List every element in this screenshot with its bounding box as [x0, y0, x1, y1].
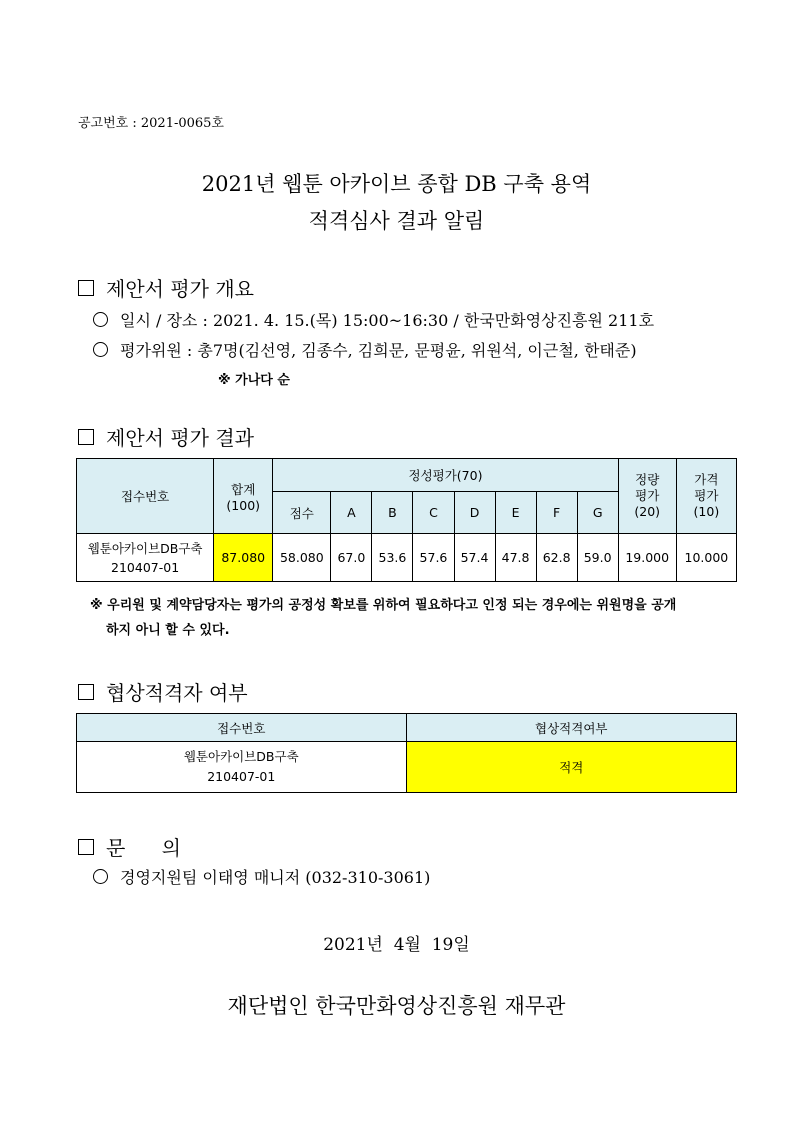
cell-b: 53.6 — [372, 534, 413, 582]
evaluators-item — [93, 338, 637, 361]
header-col-c: C — [413, 492, 454, 534]
cell-total: 87.080 — [214, 534, 273, 582]
square-bullet-icon — [78, 684, 94, 700]
header-col-d: D — [454, 492, 495, 534]
schedule-text: 일시 / 장소 : 2021. 4. 15.(목) 15:00~16:30 / 한국만화영상진흥원 211호 — [120, 311, 655, 330]
cell-score: 58.080 — [273, 534, 331, 582]
section-negotiation-heading — [78, 677, 248, 706]
header-price: 가격 평가 (10) — [676, 459, 736, 534]
section-result-title: 제안서 평가 결과 — [106, 426, 254, 450]
circle-bullet-icon — [93, 342, 108, 357]
section-overview-heading — [78, 273, 254, 302]
header-receipt-no: 접수번호 — [77, 459, 214, 534]
section-result-heading — [78, 422, 254, 451]
cell-quantitative: 19.000 — [618, 534, 676, 582]
cell-e: 47.8 — [495, 534, 536, 582]
section-inquiry-title: 문 의 — [106, 836, 181, 860]
header-score: 점수 — [273, 492, 331, 534]
header-col-a: A — [331, 492, 372, 534]
order-note: ※ 가나다 순 — [218, 373, 290, 388]
square-bullet-icon — [78, 429, 94, 445]
header-quantitative: 정량 평가 (20) — [618, 459, 676, 534]
evaluators-text: 평가위원 : 총7명(김선영, 김종수, 김희문, 문평윤, 위원석, 이근철, 한태준) — [120, 341, 637, 360]
header-col-f: F — [536, 492, 577, 534]
cell-receipt-no: 웹툰아카이브DB구축 210407-01 — [77, 742, 407, 793]
square-bullet-icon — [78, 280, 94, 296]
document-date: 2021년 4월 19일 — [323, 935, 470, 955]
issuing-organization: 재단법인 한국만화영상진흥원 재무관 — [227, 994, 566, 1018]
section-negotiation-title: 협상적격자 여부 — [106, 681, 248, 705]
document-title-line2: 적격심사 결과 알림 — [308, 209, 485, 233]
header-col-g: G — [577, 492, 618, 534]
cell-price: 10.000 — [676, 534, 736, 582]
square-bullet-icon — [78, 839, 94, 855]
header-qualitative: 정성평가(70) — [273, 459, 618, 492]
header-col-b: B — [372, 492, 413, 534]
table-row — [77, 534, 737, 582]
cell-f: 62.8 — [536, 534, 577, 582]
section-inquiry-heading — [78, 832, 181, 861]
document-title-line1: 2021년 웹툰 아카이브 종합 DB 구축 용역 — [201, 172, 592, 196]
footnote-line1: ※ 우리원 및 계약담당자는 평가의 공정성 확보를 위하여 필요하다고 인정 되는 경우에는 위원명을 공개 — [90, 598, 677, 613]
cell-a: 67.0 — [331, 534, 372, 582]
circle-bullet-icon — [93, 312, 108, 327]
table-row — [77, 742, 737, 793]
cell-c: 57.6 — [413, 534, 454, 582]
cell-d: 57.4 — [454, 534, 495, 582]
circle-bullet-icon — [93, 869, 108, 884]
footnote-line2: 하지 아니 할 수 있다. — [106, 623, 230, 638]
notice-number: 공고번호 : 2021-0065호 — [78, 116, 224, 131]
header-receipt-no: 접수번호 — [77, 714, 407, 742]
evaluation-result-table — [76, 458, 737, 582]
header-eligibility: 협상적격여부 — [406, 714, 736, 742]
header-total: 합계 (100) — [214, 459, 273, 534]
disclosure-footnote — [90, 593, 740, 643]
schedule-item — [93, 308, 654, 331]
contact-text: 경영지원팀 이태영 매니저 (032-310-3061) — [120, 868, 431, 887]
negotiation-table — [76, 713, 737, 793]
cell-g: 59.0 — [577, 534, 618, 582]
contact-item — [93, 865, 430, 888]
cell-eligibility: 적격 — [406, 742, 736, 793]
section-overview-title: 제안서 평가 개요 — [106, 277, 254, 301]
cell-receipt-no: 웹툰아카이브DB구축 210407-01 — [77, 534, 214, 582]
header-col-e: E — [495, 492, 536, 534]
